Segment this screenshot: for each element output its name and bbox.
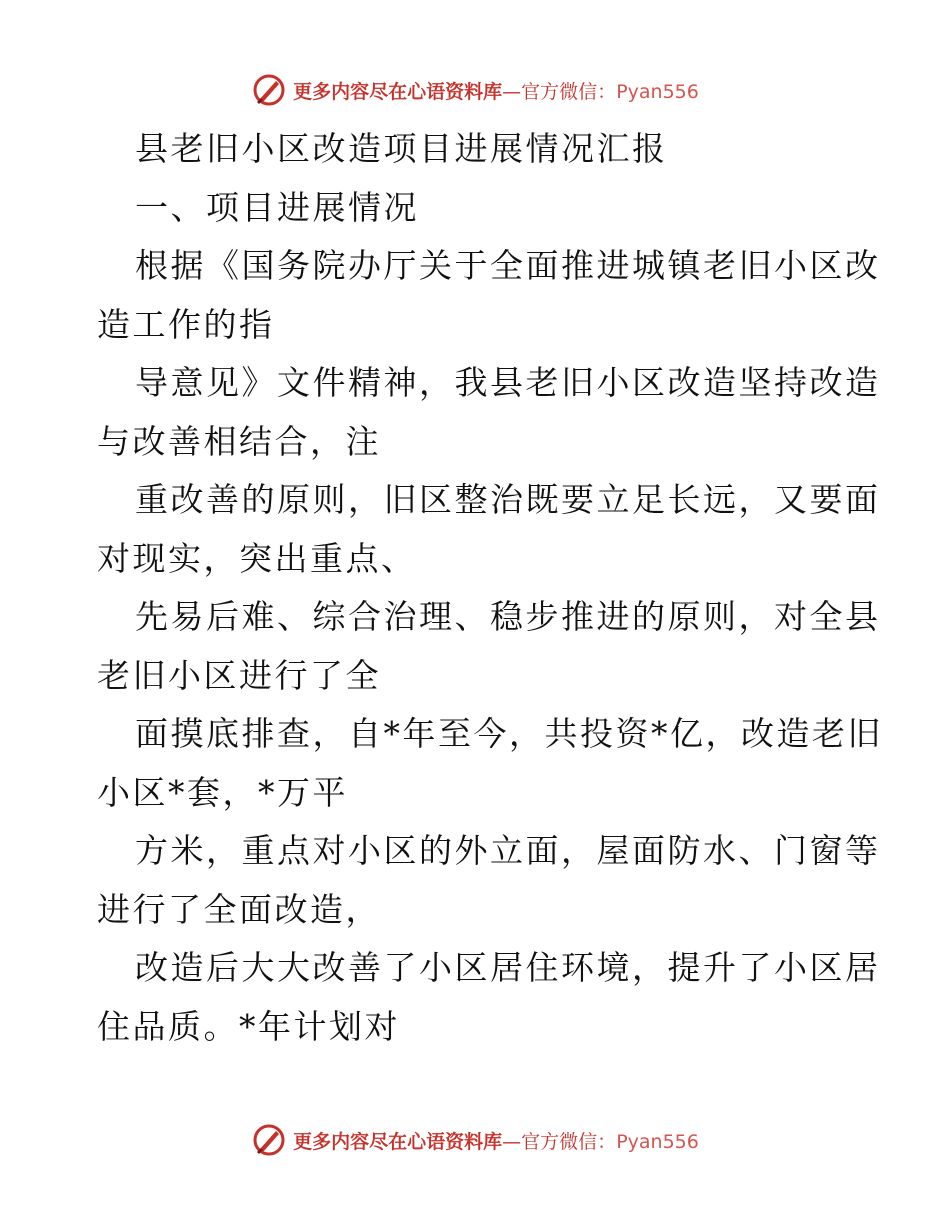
- paragraph-line: 住品质。*年计划对: [97, 1006, 400, 1046]
- paragraph-line: 方米，重点对小区的外立面，屋面防水、门窗等: [135, 831, 881, 870]
- header-watermark: [0, 70, 950, 110]
- watermark-wechat-label: 官方微信：: [521, 80, 617, 103]
- watermark-wechat-id: Pyan556: [616, 1130, 699, 1153]
- paragraph-line: 面摸底排查，自*年至今，共投资*亿，改造老旧: [135, 714, 883, 753]
- watermark-wechat-id: Pyan556: [616, 80, 699, 103]
- watermark-text: [293, 1127, 699, 1154]
- watermark-site-text: 更多内容尽在心语资料库: [293, 1130, 503, 1153]
- pen-brush-logo-icon: [251, 1122, 287, 1158]
- watermark-dash: —: [502, 80, 522, 103]
- paragraph-line: 老旧小区进行了全: [97, 655, 381, 695]
- paragraph-line: 造工作的指: [97, 304, 275, 344]
- paragraph-line: 小区*套，*万平: [97, 772, 348, 812]
- section-heading: 一、项目进展情况: [135, 187, 419, 227]
- paragraph-line: 对现实，突出重点、: [97, 538, 417, 578]
- watermark-wechat-label: 官方微信：: [521, 1130, 617, 1153]
- paragraph-line: 根据《国务院办厅关于全面推进城镇老旧小区改: [135, 246, 881, 285]
- paragraph-line: 重改善的原则，旧区整治既要立足长远，又要面: [135, 480, 881, 519]
- document-title: 县老旧小区改造项目进展情况汇报: [135, 129, 668, 168]
- paragraph-line: 进行了全面改造，: [97, 889, 381, 929]
- watermark-site-text: 更多内容尽在心语资料库: [293, 80, 503, 103]
- paragraph-line: 先易后难、综合治理、稳步推进的原则，对全县: [135, 597, 881, 636]
- pen-brush-logo-icon: [251, 72, 287, 108]
- document-body: [97, 120, 883, 1056]
- watermark-text: [293, 77, 699, 104]
- paragraph-line: 与改善相结合，注: [97, 421, 381, 461]
- watermark-dash: —: [502, 1130, 522, 1153]
- paragraph-line: 导意见》文件精神，我县老旧小区改造坚持改造: [135, 363, 881, 402]
- paragraph-line: 改造后大大改善了小区居住环境，提升了小区居: [135, 948, 881, 987]
- footer-watermark: [0, 1120, 950, 1160]
